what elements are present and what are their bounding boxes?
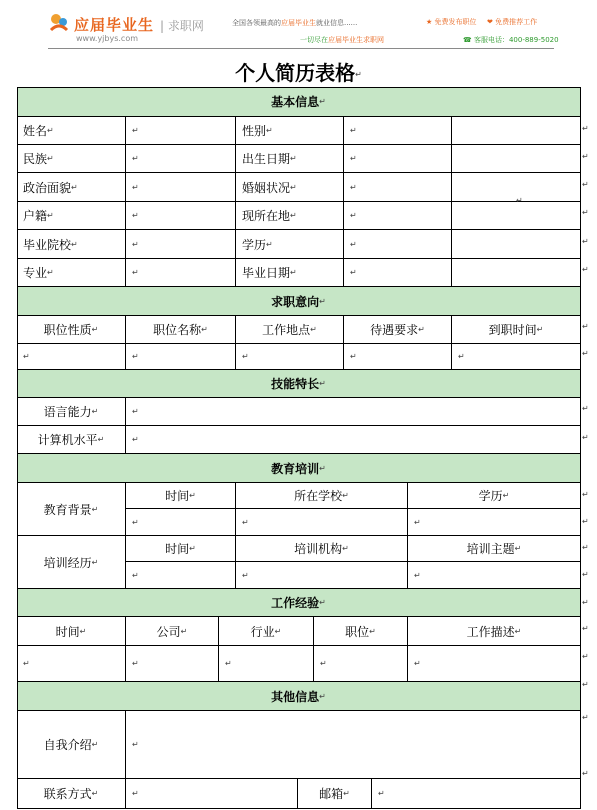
section-job-intent: 求职意向 ↵ bbox=[17, 286, 580, 315]
col-header-salary: 待遇要求 ↵ bbox=[343, 316, 451, 343]
label-gender: 性别 ↵ bbox=[235, 117, 343, 144]
work-description-field[interactable]: ↵ bbox=[407, 646, 580, 681]
col-header-company: 公司 ↵ bbox=[125, 617, 218, 645]
training-institution-field[interactable]: ↵ bbox=[235, 562, 407, 588]
politics-field[interactable]: ↵ bbox=[125, 173, 235, 201]
edu-time-field[interactable]: ↵ bbox=[125, 509, 235, 535]
work-industry-field[interactable]: ↵ bbox=[218, 646, 313, 681]
row-end-mark: ↵ bbox=[582, 322, 589, 331]
table-row bbox=[17, 778, 580, 808]
section-other: 其他信息 ↵ bbox=[17, 681, 580, 710]
brand-name: 应届毕业生 bbox=[74, 16, 155, 34]
row-end-mark: ↵ bbox=[582, 680, 589, 689]
row-end-mark: ↵ bbox=[582, 624, 589, 633]
training-topic-field[interactable]: ↵ bbox=[407, 562, 580, 588]
row-end-mark: ↵ bbox=[582, 570, 589, 579]
table-row bbox=[17, 343, 580, 369]
label-residence: 现所在地 ↵ bbox=[235, 202, 343, 229]
row-end-mark: ↵ bbox=[582, 517, 589, 526]
email-field[interactable]: ↵ bbox=[371, 779, 580, 808]
table-row bbox=[17, 425, 580, 453]
row-end-mark: ↵ bbox=[582, 713, 589, 722]
label-language: 语言能力 ↵ bbox=[43, 405, 99, 419]
tagline: 一切尽在应届毕业生求职网 bbox=[300, 36, 384, 44]
star-icon: ★ bbox=[426, 18, 433, 26]
phone-icon: ☎ bbox=[463, 36, 472, 44]
training-time-field[interactable]: ↵ bbox=[125, 562, 235, 588]
col-header-topic: 培训主题 ↵ bbox=[407, 535, 580, 561]
row-end-mark: ↵ bbox=[582, 598, 589, 607]
slogan: 全国各领最高的应届毕业生就业信息...... bbox=[232, 19, 358, 27]
hotline: ☎ 客服电话：400-889-5020 bbox=[463, 36, 559, 44]
marital-field[interactable]: ↵ bbox=[343, 173, 451, 201]
birth-date-field[interactable]: ↵ bbox=[343, 145, 451, 172]
label-school: 毕业院校 ↵ bbox=[23, 237, 78, 252]
col-header-work-location: 工作地点 ↵ bbox=[235, 316, 343, 343]
label-major: 专业 ↵ bbox=[23, 266, 54, 280]
table-row bbox=[17, 710, 580, 778]
col-header-position: 职位 ↵ bbox=[313, 617, 407, 645]
label-hukou: 户籍 ↵ bbox=[23, 209, 54, 223]
label-grad-date: 毕业日期 ↵ bbox=[235, 259, 343, 286]
degree-field[interactable]: ↵ bbox=[343, 230, 451, 258]
site-url[interactable]: www.yjbys.com bbox=[76, 34, 139, 43]
brand-logo-icon bbox=[48, 12, 70, 34]
col-header-school: 所在学校 ↵ bbox=[235, 482, 407, 508]
label-politics: 政治面貌 ↵ bbox=[23, 180, 78, 195]
section-education: 教育培训 ↵ bbox=[17, 453, 580, 482]
page-title: 个人简历表格↵ bbox=[235, 61, 362, 85]
section-basic-info: 基本信息 ↵ bbox=[17, 87, 580, 116]
computer-field[interactable]: ↵ bbox=[125, 426, 580, 453]
col-header-start-date: 到职时间 ↵ bbox=[451, 316, 580, 343]
table-row bbox=[17, 397, 580, 425]
table-row bbox=[125, 508, 580, 535]
label-computer: 计算机水平 ↵ bbox=[37, 433, 105, 447]
label-ethnicity: 民族 ↵ bbox=[23, 152, 54, 166]
residence-field[interactable]: ↵ bbox=[343, 202, 451, 229]
hukou-field[interactable]: ↵ bbox=[125, 202, 235, 229]
work-location-field[interactable]: ↵ bbox=[235, 344, 343, 369]
row-end-mark: ↵ bbox=[582, 490, 589, 499]
label-degree: 学历 ↵ bbox=[235, 230, 343, 258]
label-self-intro: 自我介绍 ↵ bbox=[43, 738, 99, 752]
label-training: 培训经历 ↵ bbox=[43, 555, 99, 570]
start-date-field[interactable]: ↵ bbox=[451, 344, 580, 369]
table-header-row bbox=[125, 535, 580, 561]
edu-school-field[interactable]: ↵ bbox=[235, 509, 407, 535]
col-header-position-name: 职位名称 ↵ bbox=[125, 316, 235, 343]
label-contact: 联系方式 ↵ bbox=[43, 787, 99, 801]
table-header-row bbox=[17, 616, 580, 645]
row-end-mark: ↵ bbox=[582, 208, 589, 217]
contact-field[interactable]: ↵ bbox=[125, 779, 297, 808]
position-name-field[interactable]: ↵ bbox=[125, 344, 235, 369]
channel-name: | 求职网 bbox=[160, 19, 204, 33]
section-skills: 技能特长 ↵ bbox=[17, 369, 580, 397]
site-header bbox=[0, 0, 597, 52]
row-end-mark: ↵ bbox=[582, 543, 589, 552]
recommend-job-link[interactable]: ❤ 免费推荐工作 bbox=[487, 18, 538, 26]
language-field[interactable]: ↵ bbox=[125, 398, 580, 425]
label-name: 姓名 ↵ bbox=[23, 124, 54, 138]
row-end-mark: ↵ bbox=[582, 652, 589, 661]
col-header-institution: 培训机构 ↵ bbox=[235, 535, 407, 561]
col-header-position-type: 职位性质 ↵ bbox=[43, 323, 99, 337]
label-edu-background: 教育背景 ↵ bbox=[43, 502, 99, 517]
row-end-mark: ↵ bbox=[582, 124, 589, 133]
work-company-field[interactable]: ↵ bbox=[125, 646, 218, 681]
post-job-link[interactable]: ★ 免费发布职位 bbox=[426, 18, 477, 26]
school-field[interactable]: ↵ bbox=[125, 230, 235, 258]
major-field[interactable]: ↵ bbox=[125, 259, 235, 286]
table-row bbox=[125, 561, 580, 588]
table-header-row bbox=[125, 482, 580, 508]
self-intro-field[interactable]: ↵ bbox=[125, 711, 580, 778]
ethnicity-field[interactable]: ↵ bbox=[125, 145, 235, 172]
section-work: 工作经验 ↵ bbox=[17, 588, 580, 616]
gender-field[interactable]: ↵ bbox=[343, 117, 451, 144]
photo-box[interactable]: ↵ bbox=[451, 116, 580, 286]
label-email: 邮箱 ↵ bbox=[297, 779, 371, 808]
label-birth-date: 出生日期 ↵ bbox=[235, 145, 343, 172]
row-end-mark: ↵ bbox=[582, 152, 589, 161]
table-header-row bbox=[17, 315, 580, 343]
header-divider bbox=[48, 48, 554, 49]
name-field[interactable]: ↵ bbox=[125, 117, 235, 144]
col-header-time: 时间 ↵ bbox=[125, 482, 235, 508]
row-end-mark: ↵ bbox=[582, 349, 589, 358]
row-end-mark: ↵ bbox=[582, 237, 589, 246]
table-row bbox=[17, 645, 580, 681]
row-end-mark: ↵ bbox=[582, 769, 589, 778]
label-marital: 婚姻状况 ↵ bbox=[235, 173, 343, 201]
salary-field[interactable]: ↵ bbox=[343, 344, 451, 369]
col-header-industry: 行业 ↵ bbox=[218, 617, 313, 645]
col-header-description: 工作描述 ↵ bbox=[407, 617, 580, 645]
resume-table bbox=[17, 87, 580, 808]
col-header-time: 时间 ↵ bbox=[55, 624, 87, 639]
col-header-time: 时间 ↵ bbox=[125, 535, 235, 561]
work-time-field[interactable]: ↵ bbox=[23, 659, 30, 668]
heart-icon: ❤ bbox=[487, 18, 493, 26]
edu-degree-field[interactable]: ↵ bbox=[407, 509, 580, 535]
row-end-mark: ↵ bbox=[582, 265, 589, 274]
work-position-field[interactable]: ↵ bbox=[313, 646, 407, 681]
row-end-mark: ↵ bbox=[582, 433, 589, 442]
grad-date-field[interactable]: ↵ bbox=[343, 259, 451, 286]
row-end-mark: ↵ bbox=[582, 404, 589, 413]
position-type-field[interactable]: ↵ bbox=[23, 352, 30, 361]
row-end-mark: ↵ bbox=[582, 180, 589, 189]
col-header-degree: 学历 ↵ bbox=[407, 482, 580, 508]
